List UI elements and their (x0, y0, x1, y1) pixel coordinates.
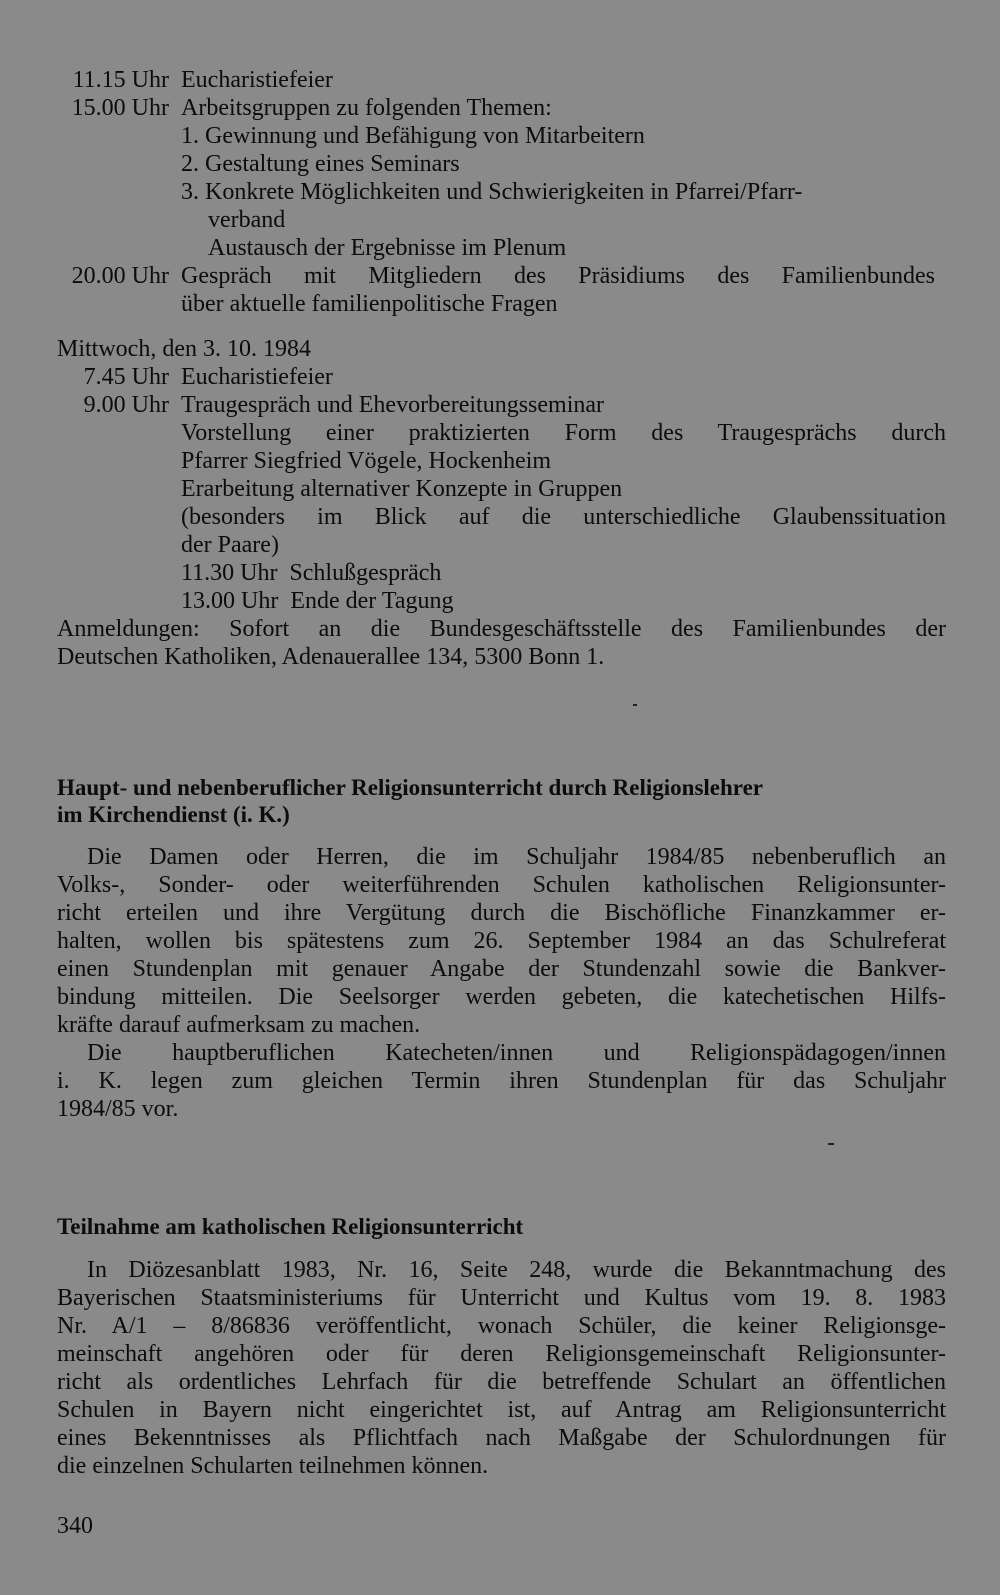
program-line: über aktuelle familienpolitische Fragen (181, 291, 558, 317)
section-heading: im Kirchendienst (i. K.) (57, 802, 290, 827)
paragraph-line: Die hauptberuflichen Katecheten/innen und Religionspädagogen/innen (87, 1040, 946, 1066)
program-line: 13.00 Uhr Ende der Tagung (181, 588, 454, 614)
paragraph-line: Volks-, Sonder- oder weiterführenden Schulen katholischen Religionsunter- (57, 872, 946, 898)
paragraph-line: Nr. A/1 – 8/86836 veröffentlicht, wonach Schüler, die keiner Religionsge- (57, 1313, 946, 1339)
section-heading: Teilnahme am katholischen Religionsunterricht (57, 1214, 524, 1239)
paragraph-line: die einzelnen Schularten teilnehmen können. (57, 1453, 489, 1479)
paragraph-line: Bayerischen Staatsministeriums für Unterricht und Kultus vom 19. 8. 1983 (57, 1285, 946, 1311)
day-heading: Mittwoch, den 3. 10. 1984 (57, 336, 311, 362)
program-line: der Paare) (181, 532, 279, 558)
program-line: Pfarrer Siegfried Vögele, Hockenheim (181, 448, 552, 474)
program-line: Erarbeitung alternativer Konzepte in Gruppen (181, 476, 623, 502)
page-number: 340 (57, 1513, 93, 1539)
paragraph-line: bindung mitteilen. Die Seelsorger werden gebeten, die katechetischen Hilfs- (57, 984, 946, 1010)
registration-line: Anmeldungen: Sofort an die Bundesgeschäftsstelle des Familienbundes der (57, 616, 946, 642)
paragraph-line: halten, wollen bis spätestens zum 26. September 1984 an das Schulreferat (57, 928, 946, 954)
program-line: 1. Gewinnung und Befähigung von Mitarbeitern (181, 123, 645, 149)
paragraph-line: Die Damen oder Herren, die im Schuljahr 1984/85 nebenberuflich an (87, 844, 946, 870)
program-line: 7.45 Uhr Eucharistiefeier (83, 364, 333, 390)
registration-line: Deutschen Katholiken, Adenauerallee 134, 5300 Bonn 1. (57, 644, 605, 670)
program-line: (besonders im Blick auf die unterschiedliche Glaubenssituation (181, 504, 946, 530)
program-line: 11.30 Uhr Schlußgespräch (181, 560, 442, 586)
paragraph-line: eines Bekenntnisses als Pflichtfach nach Maßgabe der Schulordnungen für (57, 1425, 946, 1451)
program-line: Austausch der Ergebnisse im Plenum (208, 235, 567, 261)
paragraph-line: richt erteilen und ihre Vergütung durch die Bischöfliche Finanzkammer er- (57, 900, 946, 926)
program-line: 3. Konkrete Möglichkeiten und Schwierigkeiten in Pfarrei/Pfarr- (181, 179, 803, 205)
paragraph-line: kräfte darauf aufmerksam zu machen. (57, 1012, 421, 1038)
program-line: 9.00 Uhr Traugespräch und Ehevorbereitungsseminar (83, 392, 604, 418)
paragraph-line: 1984/85 vor. (57, 1096, 179, 1122)
print-speck (633, 704, 637, 706)
program-line: 11.15 Uhr Eucharistiefeier (72, 67, 333, 93)
paragraph-line: i. K. legen zum gleichen Termin ihren Stundenplan für das Schuljahr (57, 1068, 946, 1094)
program-line: verband (208, 207, 286, 233)
program-line: 2. Gestaltung eines Seminars (181, 151, 460, 177)
paragraph-line: meinschaft angehören oder für deren Religionsgemeinschaft Religionsunter- (57, 1341, 946, 1367)
paragraph-line: Schulen in Bayern nicht eingerichtet ist, auf Antrag am Religionsunterricht (57, 1397, 946, 1423)
paragraph-line: einen Stundenplan mit genauer Angabe der Stundenzahl sowie die Bankver- (57, 956, 946, 982)
program-line: 20.00 Uhr Gespräch mit Mitgliedern des Präsidiums des Familienbundes (71, 263, 935, 289)
paragraph-line: In Diözesanblatt 1983, Nr. 16, Seite 248, wurde die Bekanntmachung des (87, 1257, 946, 1283)
program-line: Vorstellung einer praktizierten Form des Traugesprächs durch (181, 420, 946, 446)
program-line: 15.00 Uhr Arbeitsgruppen zu folgenden Themen: (71, 95, 552, 121)
print-speck (828, 1143, 834, 1145)
paragraph-line: richt als ordentliches Lehrfach für die betreffende Schulart an öffentlichen (57, 1369, 946, 1395)
section-heading: Haupt- und nebenberuflicher Religionsunterricht durch Religionslehrer (57, 775, 764, 800)
